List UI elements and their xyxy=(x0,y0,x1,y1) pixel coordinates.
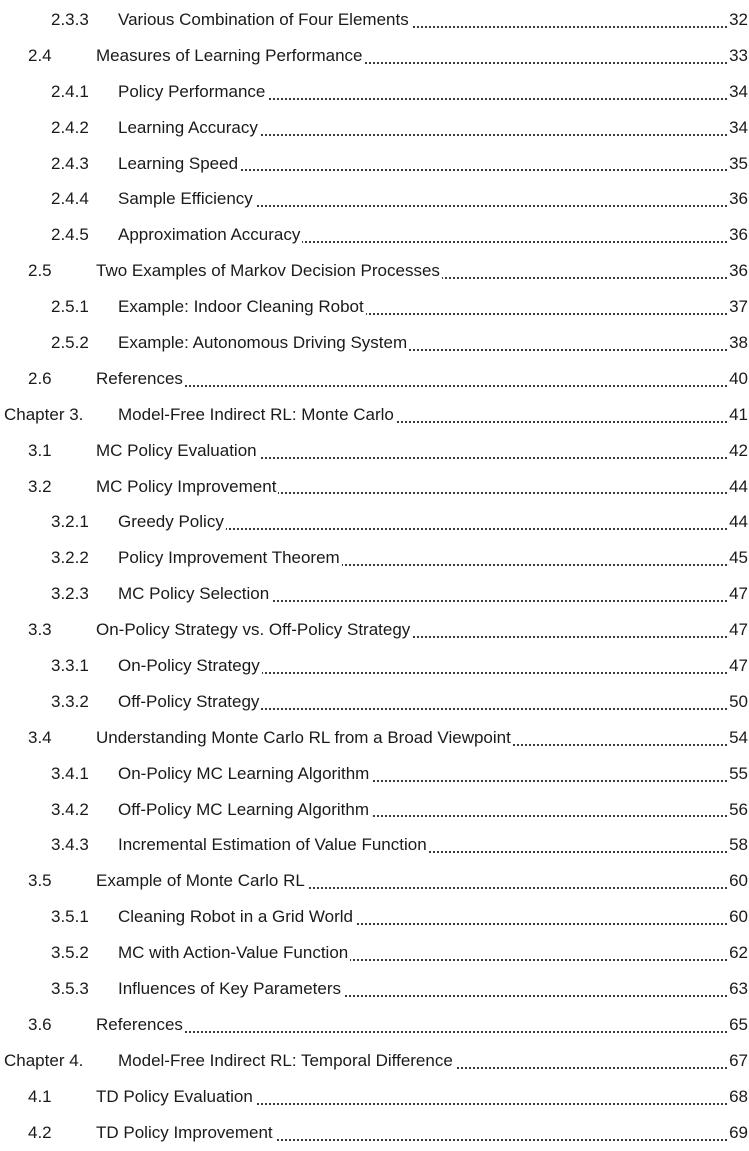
toc-entry-number: 2.4.5 xyxy=(51,225,89,245)
toc-subsection-entry[interactable] xyxy=(0,540,749,576)
toc-entry-number: 3.4 xyxy=(28,727,52,747)
toc-entry-title: TD Policy Evaluation xyxy=(96,1079,255,1115)
toc-entry-title: On-Policy Strategy xyxy=(118,648,262,684)
toc-entry-page-number: 44 xyxy=(727,504,748,540)
toc-entry-number: 2.4 xyxy=(28,45,52,65)
toc-entry-page-number: 38 xyxy=(727,325,748,361)
toc-entry-title: MC Policy Selection xyxy=(118,576,271,612)
toc-entry-page-number: 34 xyxy=(727,110,748,146)
toc-entry-number: 2.4.3 xyxy=(51,153,89,173)
toc-entry-page-number: 60 xyxy=(727,863,748,899)
toc-entry-number: 4.2 xyxy=(28,1122,52,1142)
toc-dot-leader xyxy=(96,1007,749,1043)
toc-section-entry[interactable] xyxy=(0,38,749,74)
toc-entry-title: Incremental Estimation of Value Function xyxy=(118,827,429,863)
toc-entry-title: Model-Free Indirect RL: Temporal Difference xyxy=(118,1043,455,1079)
toc-entry-title: Understanding Monte Carlo RL from a Broad Viewpoint xyxy=(96,720,513,756)
toc-entry-page-number: 55 xyxy=(727,756,748,792)
toc-entry-title: On-Policy MC Learning Algorithm xyxy=(118,756,371,792)
toc-entry-number: 3.2.3 xyxy=(51,584,89,604)
toc-subsection-entry[interactable] xyxy=(0,935,749,971)
toc-entry-page-number: 42 xyxy=(727,433,748,469)
toc-subsection-entry[interactable] xyxy=(0,648,749,684)
toc-entry-number: 3.4.3 xyxy=(51,835,89,855)
toc-entry-title: Policy Performance xyxy=(118,74,267,110)
toc-entry-number: 2.4.2 xyxy=(51,117,89,137)
toc-section-entry[interactable] xyxy=(0,361,749,397)
toc-entry-page-number: 54 xyxy=(727,720,748,756)
toc-entry-title: MC Policy Evaluation xyxy=(96,433,259,469)
toc-entry-page-number: 37 xyxy=(727,289,748,325)
toc-entry-page-number: 47 xyxy=(727,612,748,648)
toc-subsection-entry[interactable] xyxy=(0,756,749,792)
toc-entry-page-number: 33 xyxy=(727,38,748,74)
toc-entry-page-number: 44 xyxy=(727,469,748,505)
toc-entry-page-number: 63 xyxy=(727,971,748,1007)
toc-entry-number: 3.1 xyxy=(28,440,52,460)
toc-entry-number: Chapter 4. xyxy=(4,1050,84,1070)
toc-entry-number: 3.3 xyxy=(28,620,52,640)
toc-entry-title: On-Policy Strategy vs. Off-Policy Strategy xyxy=(96,612,412,648)
toc-subsection-entry[interactable] xyxy=(0,899,749,935)
toc-entry-number: 3.5.3 xyxy=(51,979,89,999)
toc-entry-number: 3.3.2 xyxy=(51,691,89,711)
toc-section-entry[interactable] xyxy=(0,1115,749,1151)
toc-entry-page-number: 58 xyxy=(727,827,748,863)
toc-entry-page-number: 56 xyxy=(727,792,748,828)
toc-entry-title: References xyxy=(96,1007,185,1043)
toc-entry-number: 3.2.2 xyxy=(51,548,89,568)
toc-entry-title: Learning Speed xyxy=(118,146,240,182)
toc-entry-number: 4.1 xyxy=(28,1086,52,1106)
toc-entry-number: 3.4.1 xyxy=(51,763,89,783)
toc-subsection-entry[interactable] xyxy=(0,217,749,253)
toc-subsection-entry[interactable] xyxy=(0,181,749,217)
toc-entry-number: 3.4.2 xyxy=(51,799,89,819)
toc-entry-page-number: 34 xyxy=(727,74,748,110)
toc-subsection-entry[interactable] xyxy=(0,289,749,325)
toc-entry-title: Measures of Learning Performance xyxy=(96,38,364,74)
toc-entry-page-number: 60 xyxy=(727,899,748,935)
toc-entry-title: Approximation Accuracy xyxy=(118,217,302,253)
toc-subsection-entry[interactable] xyxy=(0,827,749,863)
toc-entry-number: 3.5.2 xyxy=(51,943,89,963)
toc-entry-number: 3.2 xyxy=(28,476,52,496)
toc-entry-number: 2.5.1 xyxy=(51,297,89,317)
toc-entry-title: Influences of Key Parameters xyxy=(118,971,343,1007)
toc-entry-number: 2.4.1 xyxy=(51,81,89,101)
toc-entry-page-number: 41 xyxy=(727,397,748,433)
toc-entry-title: Cleaning Robot in a Grid World xyxy=(118,899,355,935)
toc-section-entry[interactable] xyxy=(0,253,749,289)
toc-entry-title: Off-Policy MC Learning Algorithm xyxy=(118,792,371,828)
toc-section-entry[interactable] xyxy=(0,1007,749,1043)
toc-subsection-entry[interactable] xyxy=(0,576,749,612)
toc-entry-page-number: 45 xyxy=(727,540,748,576)
toc-section-entry[interactable] xyxy=(0,612,749,648)
toc-entry-page-number: 40 xyxy=(727,361,748,397)
toc-entry-title: Example of Monte Carlo RL xyxy=(96,863,307,899)
toc-entry-title: TD Policy Improvement xyxy=(96,1115,275,1151)
toc-entry-page-number: 67 xyxy=(727,1043,748,1079)
toc-entry-number: 2.5.2 xyxy=(51,333,89,353)
toc-entry-page-number: 50 xyxy=(727,684,748,720)
toc-section-entry[interactable] xyxy=(0,433,749,469)
toc-subsection-entry[interactable] xyxy=(0,971,749,1007)
toc-chapter-entry[interactable] xyxy=(0,1043,749,1079)
toc-chapter-entry[interactable] xyxy=(0,397,749,433)
toc-subsection-entry[interactable] xyxy=(0,110,749,146)
toc-entry-title: Policy Improvement Theorem xyxy=(118,540,342,576)
toc-entry-title: Two Examples of Markov Decision Processes xyxy=(96,253,442,289)
toc-entry-number: 3.6 xyxy=(28,1014,52,1034)
toc-section-entry[interactable] xyxy=(0,863,749,899)
toc-entry-number: 3.3.1 xyxy=(51,656,89,676)
toc-section-entry[interactable] xyxy=(0,469,749,505)
toc-entry-title: MC Policy Improvement xyxy=(96,469,278,505)
toc-dot-leader xyxy=(96,361,749,397)
toc-subsection-entry[interactable] xyxy=(0,74,749,110)
toc-entry-title: MC with Action-Value Function xyxy=(118,935,350,971)
toc-entry-number: Chapter 3. xyxy=(4,404,84,424)
toc-entry-title: Off-Policy Strategy xyxy=(118,684,261,720)
toc-entry-number: 2.5 xyxy=(28,261,52,281)
toc-entry-title: Learning Accuracy xyxy=(118,110,260,146)
toc-entry-page-number: 65 xyxy=(727,1007,748,1043)
toc-entry-page-number: 36 xyxy=(727,181,748,217)
toc-entry-number: 3.5.1 xyxy=(51,907,89,927)
toc-entry-page-number: 35 xyxy=(727,146,748,182)
toc-subsection-entry[interactable] xyxy=(0,146,749,182)
toc-entry-page-number: 47 xyxy=(727,576,748,612)
toc-section-entry[interactable] xyxy=(0,1079,749,1115)
toc-entry-page-number: 68 xyxy=(727,1079,748,1115)
toc-entry-page-number: 62 xyxy=(727,935,748,971)
toc-entry-page-number: 36 xyxy=(727,253,748,289)
toc-entry-number: 3.5 xyxy=(28,871,52,891)
table-of-contents xyxy=(0,2,749,1151)
toc-entry-title: Example: Autonomous Driving System xyxy=(118,325,409,361)
toc-entry-page-number: 47 xyxy=(727,648,748,684)
toc-entry-number: 2.6 xyxy=(28,368,52,388)
toc-entry-number: 2.3.3 xyxy=(51,10,89,29)
toc-entry-page-number: 36 xyxy=(727,217,748,253)
toc-subsection-entry[interactable] xyxy=(0,2,749,38)
toc-entry-page-number: 32 xyxy=(727,2,748,38)
toc-entry-number: 2.4.4 xyxy=(51,189,89,209)
toc-subsection-entry[interactable] xyxy=(0,684,749,720)
toc-subsection-entry[interactable] xyxy=(0,325,749,361)
toc-subsection-entry[interactable] xyxy=(0,504,749,540)
toc-entry-title: Example: Indoor Cleaning Robot xyxy=(118,289,366,325)
toc-entry-page-number: 69 xyxy=(727,1115,748,1151)
toc-entry-title: Sample Efficiency xyxy=(118,181,255,217)
toc-section-entry[interactable] xyxy=(0,720,749,756)
toc-entry-title: Various Combination of Four Elements xyxy=(118,2,411,38)
toc-entry-title: Model-Free Indirect RL: Monte Carlo xyxy=(118,397,396,433)
toc-subsection-entry[interactable] xyxy=(0,792,749,828)
toc-entry-title: Greedy Policy xyxy=(118,504,226,540)
toc-entry-number: 3.2.1 xyxy=(51,512,89,532)
toc-entry-title: References xyxy=(96,361,185,397)
